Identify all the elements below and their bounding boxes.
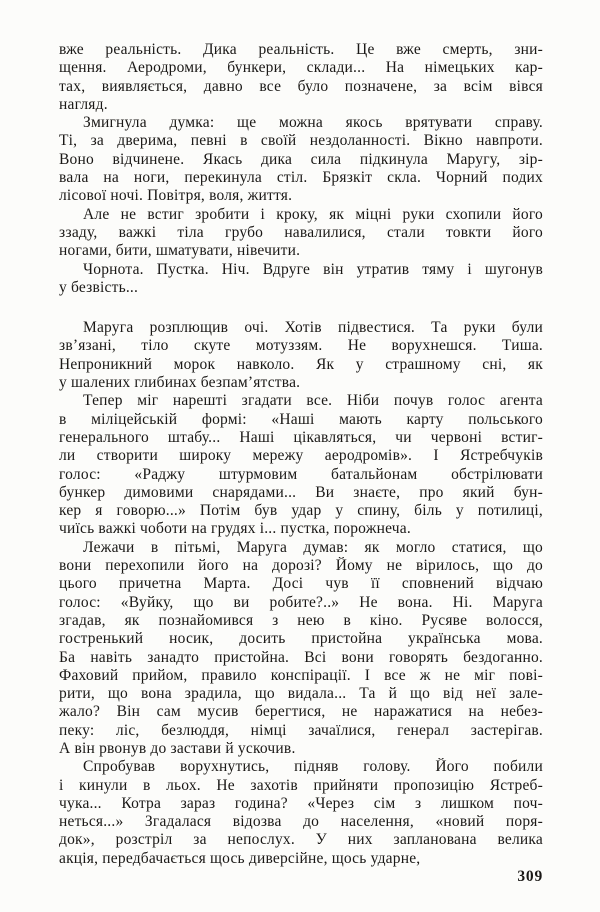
text-line: док», розстріл за непослух. У них запланована велика: [59, 831, 543, 849]
paragraph: [59, 392, 543, 538]
paragraph: [59, 41, 543, 114]
text-line: нагляд.: [59, 95, 108, 113]
text-line: Фаховий прийом, правило конспірації. І все ж не міг пові-: [59, 666, 543, 684]
paragraph: [59, 261, 543, 298]
text-line: Змигнула думка: ще можна якось врятувати справу.: [83, 114, 543, 132]
text-line: Воно відчинене. Якась дика сила підкинула Маругу, зір-: [59, 150, 543, 168]
text-line: гостренький носик, досить пристойна українська мова.: [59, 630, 543, 648]
text-line: голос: «Вуйку, що ви робите?..» Не вона. Ні. Маруга: [59, 593, 543, 611]
text-line: неться...» Згадалася відозва до населення, «новий поря-: [59, 813, 543, 831]
text-line: тах, виявляється, давно все було позначене, за всім вівся: [59, 77, 543, 95]
paragraph: [59, 319, 543, 392]
text-line: пеку: ліс, безлюддя, німці зачаїлися, генерал застерігав.: [59, 721, 543, 739]
text-line: Але не встиг зробити і кроку, як міцні руки схопили його: [83, 205, 543, 223]
text-line: цього причетна Марта. Досі чув її сповнений відчаю: [59, 575, 543, 593]
text-line: А він рвонув до застави й ускочив.: [59, 739, 296, 757]
text-line: Маруга розплющив очі. Хотів підвестися. Та руки були: [83, 319, 543, 337]
text-line: акція, передбачається щось диверсійне, щось ударне,: [59, 849, 421, 867]
text-line: Тепер міг нарешті згадати все. Ніби почув голос агента: [83, 392, 543, 410]
text-line: Чорнота. Пустка. Ніч. Вдруге він утратив тяму і шугонув: [83, 260, 543, 278]
text-line: чука... Котра зараз година? «Через сім з лишком поч-: [59, 794, 543, 812]
text-line: вже реальність. Дика реальність. Це вже смерть, зни-: [59, 41, 543, 58]
text-line: в міліцейській формі: «Наші мають карту польського: [59, 410, 543, 428]
text-line: голос: «Раджу штурмовим батальйонам обстрілювати: [59, 465, 543, 483]
text-line: бункер димовими снарядами... Ви знаєте, про який бун-: [59, 483, 543, 501]
text-line: ззаду, важкі тіла грубо навалилися, стали товкти його: [59, 223, 543, 241]
text-line: згадав, як познайомився з нею в кіно. Русяве волосся,: [59, 611, 543, 629]
text-line: кер я говорю...» Потім був удар у спину, біль у потилиці,: [59, 502, 543, 520]
text-line: Ті, за дверима, певні в своїй нездоланності. Вікно навпроти.: [59, 132, 543, 150]
paragraph: [59, 206, 543, 261]
text-line: Лежачи в пітьмі, Маруга думав: як могло статися, що: [83, 538, 543, 556]
paragraph: [59, 539, 543, 759]
paragraph: [59, 114, 543, 205]
text-line: лісової ночі. Повітря, воля, життя.: [59, 187, 293, 205]
text-line: рити, що вона зрадила, що видала... Та й що від неї зале-: [59, 685, 543, 703]
text-line: ли створити широку мережу аеродромів». І Ястребчуків: [59, 447, 543, 465]
text-line: Спробував ворухнутись, підняв голову. Його побили: [83, 758, 543, 776]
text-block: [59, 41, 543, 868]
text-line: генерального штабу... Наші цікавляться, чи червоні встиг-: [59, 428, 543, 446]
text-line: жало? Він сам мусив берегтися, не наражатися на небез-: [59, 703, 543, 721]
text-line: у шалених глибинах безпам’ятства.: [59, 374, 301, 392]
text-line: зв’язані, тіло скуте мотуззям. Не ворухнешся. Тиша.: [59, 337, 543, 355]
page-number: 309: [517, 868, 543, 885]
paragraph: [59, 758, 543, 868]
text-line: Непроникний морок навколо. Як у страшному сні, як: [59, 355, 543, 373]
text-line: чиїсь важкі чоботи на грудях і... пустка, порожнеча.: [59, 520, 411, 538]
text-line: і кинули в льох. Не захотів прийняти пропозицію Ястреб-: [59, 776, 543, 794]
text-line: вони перехопили його на дорозі? Йому не вірилось, що до: [59, 557, 543, 575]
text-line: ногами, бити, шматувати, нівечити.: [59, 242, 301, 260]
text-line: Ба навіть занадто пристойна. Всі вони говорять бездоганно.: [59, 648, 543, 666]
text-line: вала на ноги, перекинула стіл. Брязкіт скла. Чорний подих: [59, 169, 543, 187]
text-line: щення. Аеродроми, бункери, склади... На німецьких кар-: [59, 59, 543, 77]
text-line: у безвість...: [59, 278, 139, 296]
